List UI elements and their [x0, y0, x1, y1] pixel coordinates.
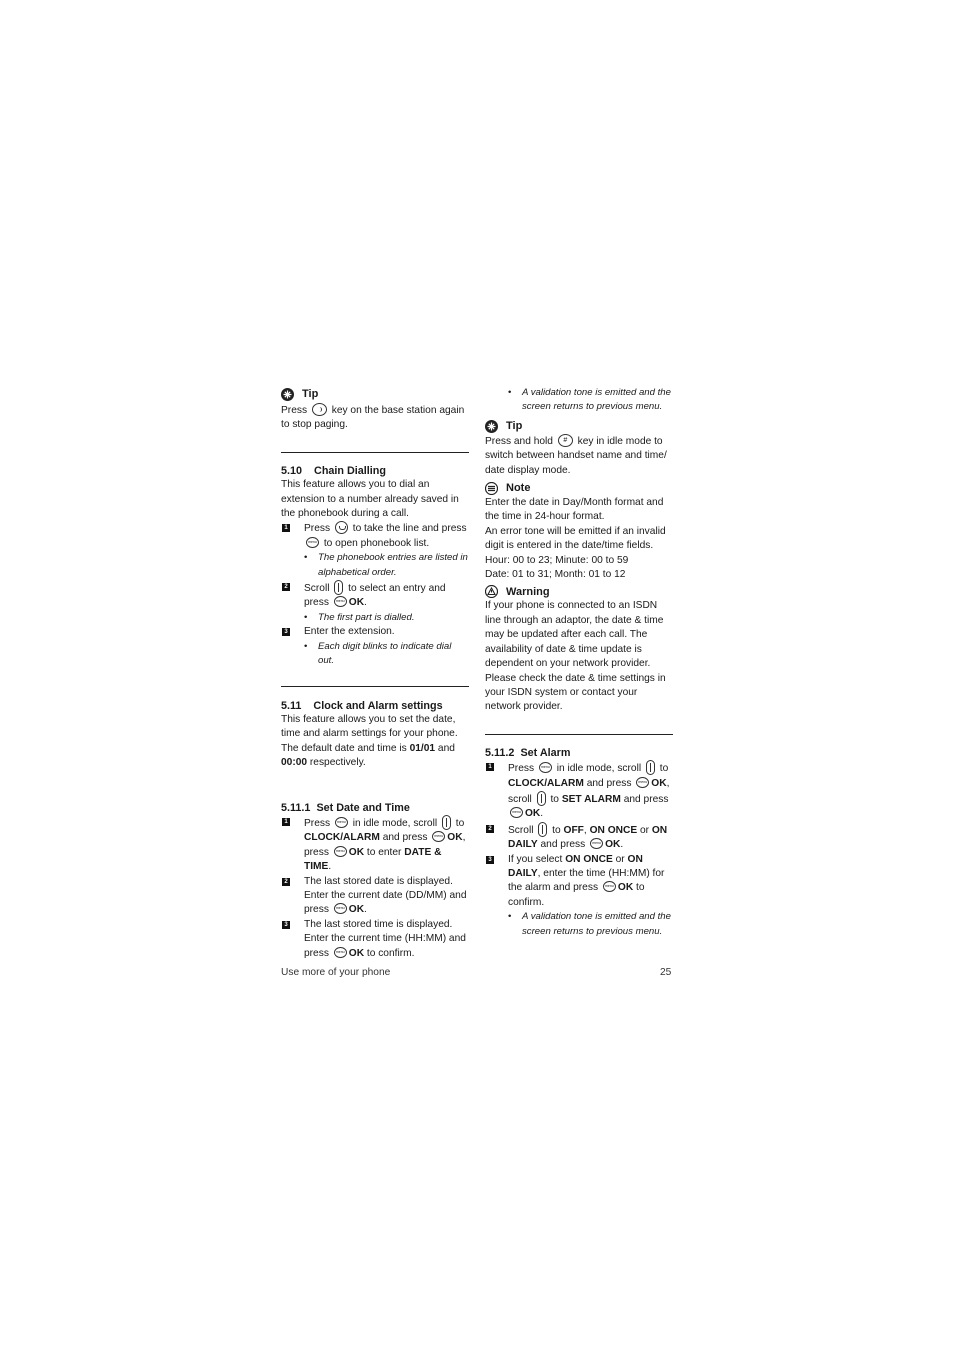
menu-key-icon: [334, 846, 347, 857]
menu-key-icon: [636, 777, 649, 788]
tip-header: [281, 387, 469, 402]
warning-header: [485, 584, 673, 599]
bullet-note: • Each digit blinks to indicate dial out.: [304, 640, 469, 669]
step-3: 3 The last stored time is displayed. Enter the current time (HH:MM) and press menu OK to confirm.: [281, 918, 469, 961]
warning-icon: [485, 585, 498, 598]
section-divider: [281, 452, 469, 453]
note-text-3: Hour: 00 to 23; Minute: 00 to 59: [485, 554, 629, 566]
step-2: 2 The last stored date is displayed. Enter the current date (DD/MM) and press menu OK.: [281, 875, 469, 918]
left-column: [281, 386, 469, 961]
step-number-2: 2: [282, 583, 290, 591]
step-3: 3 Enter the extension.: [281, 625, 469, 639]
section-heading-5-10: 5.10 Chain Dialling: [281, 464, 386, 477]
step-number-1: 1: [282, 818, 290, 826]
hash-key-icon: [558, 434, 573, 447]
menu-key-icon: [432, 831, 445, 842]
menu-key-icon: [334, 947, 347, 958]
scroll-key-icon: [646, 760, 655, 775]
warning-title: Warning: [506, 585, 550, 598]
tip-text: Press and hold # key in idle mode to switch between handset name and time/ date display mode.: [485, 434, 673, 478]
step-number-3: 3: [486, 856, 494, 864]
step-1: 1 Press to take the line and press menu to open phonebook list.: [281, 521, 469, 551]
section-heading-5-11: 5.11 Clock and Alarm settings: [281, 699, 443, 712]
step-number-3: 3: [282, 921, 290, 929]
tip-title: Tip: [302, 388, 319, 401]
paging-key-icon: [312, 403, 327, 416]
menu-key-icon: [306, 537, 319, 548]
right-column: [485, 386, 673, 939]
tip-icon: [485, 420, 498, 433]
scroll-key-icon: [537, 791, 546, 806]
menu-key-icon: [335, 817, 348, 828]
note-text-1: Enter the date in Day/Month format and the time in 24-hour format.: [485, 497, 664, 523]
step-number-3: 3: [282, 628, 290, 636]
tip-header: [485, 419, 673, 434]
step-1: 1 Press menu in idle mode, scroll to CLOCK/ALARM and press menu OK, scroll to SET ALARM and press menuOK.: [485, 760, 673, 822]
menu-key-icon: [334, 903, 347, 914]
step-number-1: 1: [486, 763, 494, 771]
menu-key-icon: [603, 881, 616, 892]
note-text-2: An error tone will be emitted if an invalid digit is entered in the date/time fields.: [485, 525, 666, 552]
note-header: [485, 481, 673, 496]
menu-key-icon: [510, 807, 523, 818]
scroll-key-icon: [334, 580, 343, 595]
bullet-note: • The first part is dialled.: [304, 611, 469, 625]
note-title: Note: [506, 482, 531, 495]
menu-key-icon: [334, 596, 347, 607]
step-2: 2 Scroll to select an entry and press menu OK.: [281, 580, 469, 611]
footer-section-title: Use more of your phone: [281, 967, 391, 978]
note-text-4: Date: 01 to 31; Month: 01 to 12: [485, 569, 626, 581]
section-divider: [485, 734, 673, 735]
step-number-1: 1: [282, 524, 290, 532]
note-icon: [485, 482, 498, 495]
section-divider: [281, 686, 469, 687]
warning-text: If your phone is connected to an ISDN line through an adaptor, the date & time may be updated after each call. The availability of date & time update is dependent on your network provider. Please check the date & time settings in your ISDN system or contact your network provider.: [485, 600, 666, 713]
tip-title: Tip: [506, 420, 523, 433]
section-heading-5-11-1: 5.11.1 Set Date and Time: [281, 801, 410, 814]
section-heading-5-11-2: 5.11.2 Set Alarm: [485, 746, 571, 759]
menu-key-icon: [539, 762, 552, 773]
bullet-note: • A validation tone is emitted and the screen returns to previous menu.: [508, 910, 673, 939]
menu-key-icon: [590, 838, 603, 849]
step-3: 3 If you select ON ONCE or ON DAILY, enter the time (HH:MM) for the alarm and press menu OK to confirm.: [485, 853, 673, 911]
step-1: 1 Press menu in idle mode, scroll to CLOCK/ALARM and press menu OK, press menu OK to enter DATE & TIME.: [281, 815, 469, 875]
bullet-note: • The phonebook entries are listed in alphabetical order.: [304, 551, 469, 580]
clock-alarm-intro: This feature allows you to set the date, time and alarm settings for your phone. The default date and time is 01/01 and 00:00 respectively.: [281, 713, 458, 769]
bullet-note: • A validation tone is emitted and the screen returns to previous menu.: [508, 386, 673, 415]
page-number: 25: [660, 967, 672, 978]
tip-text: Press key on the base station again to stop paging.: [281, 405, 465, 431]
chain-dialling-intro: This feature allows you to dial an extension to a number already saved in the phonebook during a call.: [281, 479, 459, 520]
talk-key-icon: [335, 521, 348, 534]
scroll-key-icon: [442, 815, 451, 830]
step-number-2: 2: [486, 825, 494, 833]
step-number-2: 2: [282, 878, 290, 886]
scroll-key-icon: [538, 822, 547, 837]
tip-icon: [281, 388, 294, 401]
step-2: 2 Scroll to OFF, ON ONCE or ON DAILY and press menu OK.: [485, 822, 673, 853]
